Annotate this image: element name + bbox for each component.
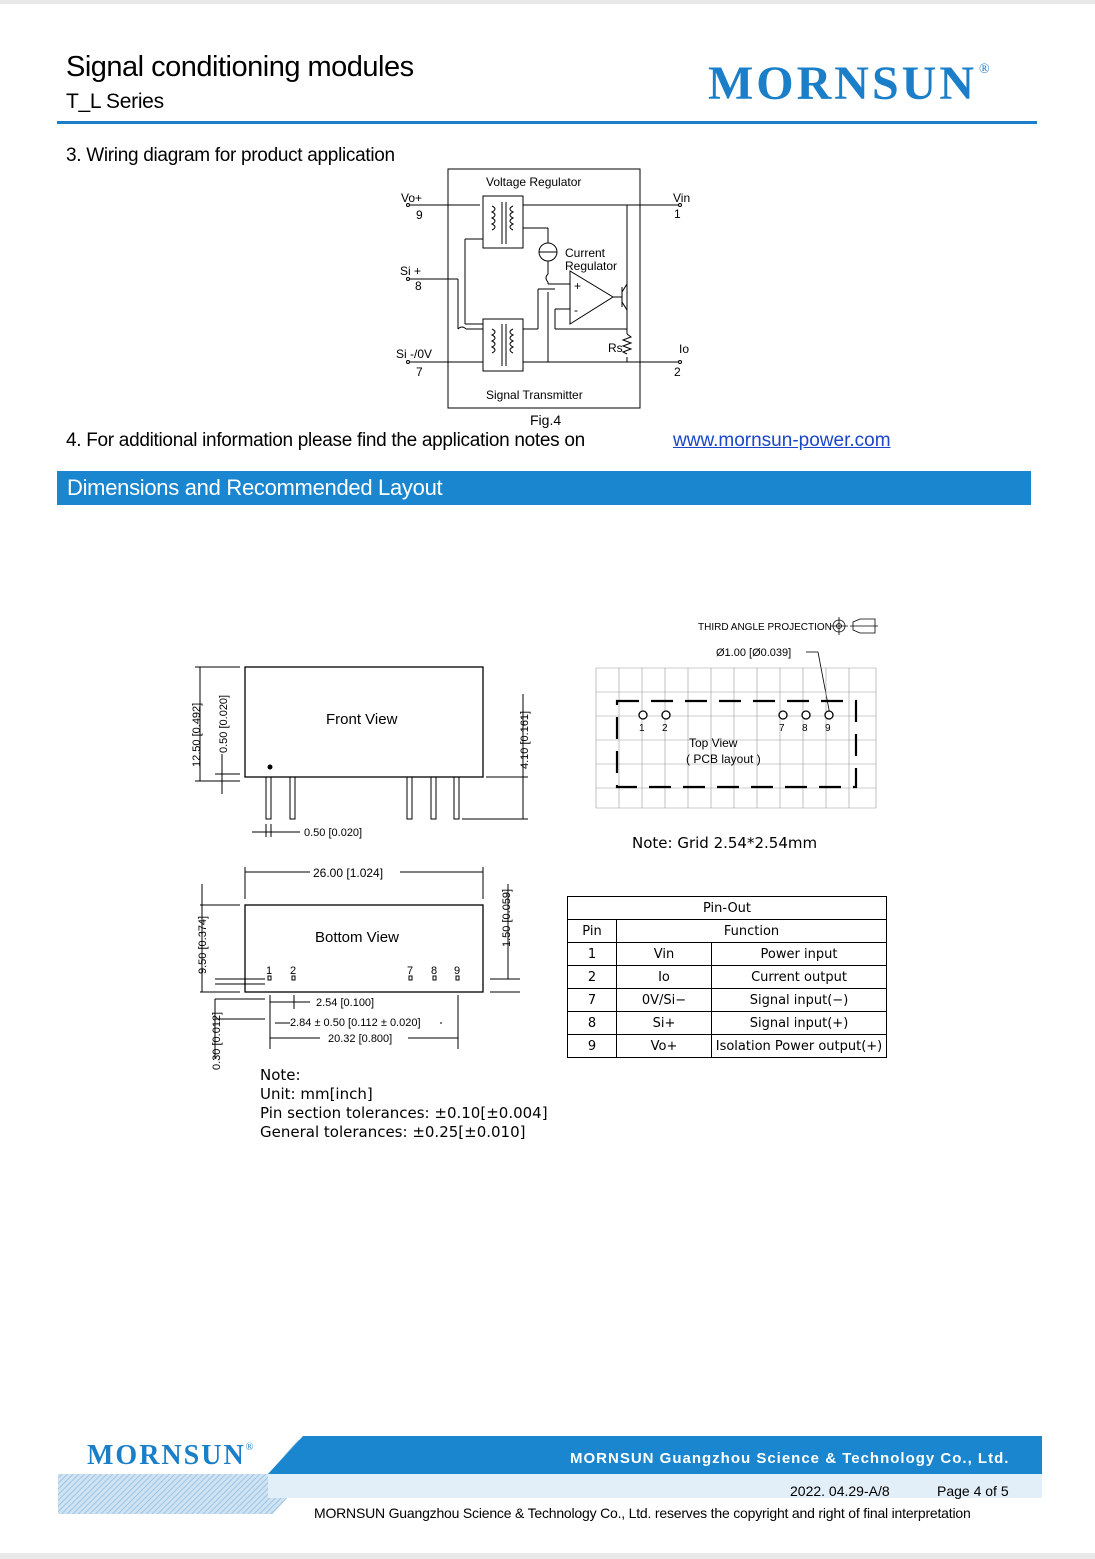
dimension-notes: Note: Unit: mm[inch] Pin section tolerances: ±0.10[±0.004] General tolerances: ±0.25[±0.010]: [260, 1066, 548, 1141]
footer-logo: MORNSUN®: [87, 1440, 256, 1471]
col-pin-header: Pin: [568, 920, 617, 943]
rs-label: Rs: [608, 341, 623, 355]
dim-0-50-vertical: 0.50 [0.020]: [218, 694, 230, 753]
pin-si-plus-num: 8: [415, 279, 422, 293]
top-pin-label: 8: [802, 723, 808, 734]
bottom-pin-label: 8: [431, 965, 438, 977]
bottom-view-body: [245, 905, 483, 992]
pin-vo-plus-num: 9: [416, 208, 423, 222]
footer-company: MORNSUN Guangzhou Science & Technology Co., Ltd.: [570, 1450, 1010, 1467]
bottom-view-drawing: [190, 859, 530, 1079]
front-view-label: Front View: [326, 711, 398, 728]
pin-si-minus-num: 7: [416, 365, 423, 379]
top-view-drawing: [590, 609, 890, 814]
current-regulator-label-1: Current: [565, 246, 606, 260]
opamp-plus: +: [574, 279, 582, 293]
current-regulator-label-2: Regulator: [565, 259, 618, 273]
footer-page-number: Page 4 of 5: [937, 1483, 1009, 1499]
section3-heading: 3. Wiring diagram for product application: [66, 145, 395, 166]
projection-label: THIRD ANGLE PROJECTION: [698, 622, 832, 633]
grid-note: Note: Grid 2.54*2.54mm: [632, 834, 818, 852]
series-name: T_L Series: [66, 90, 164, 113]
pinout-title: Pin-Out: [568, 897, 887, 920]
page-title: Signal conditioning modules: [66, 51, 414, 83]
bottom-pin-label: 2: [290, 965, 297, 977]
mornsun-logo: MORNSUN ®: [708, 57, 993, 110]
dim-2-84: 2.84 ± 0.50 [0.112 ± 0.020]: [290, 1017, 421, 1029]
dim-1-50: 1.50 [0.059]: [501, 888, 513, 947]
top-pin-label: 1: [639, 723, 645, 734]
pcb-layout-label: ( PCB layout ): [686, 752, 761, 766]
pin-vin-num: 1: [674, 207, 681, 221]
pinout-table: [567, 896, 887, 1058]
footer-copyright: MORNSUN Guangzhou Science & Technology Co., Ltd. reserves the copyright and right of final interpretation: [314, 1505, 971, 1521]
bottom-pin-label: 9: [454, 965, 461, 977]
opamp-minus: -: [574, 303, 578, 317]
bottom-transformer: [483, 319, 523, 371]
hole-diameter: Ø1.00 [Ø0.039]: [716, 647, 792, 659]
bottom-pin-label: 1: [266, 965, 273, 977]
top-pin-label: 2: [662, 723, 668, 734]
pin-si-plus: Si +: [400, 264, 422, 278]
signal-transmitter-label: Signal Transmitter: [486, 388, 583, 402]
figure-caption: Fig.4: [530, 412, 562, 428]
section4-text: 4. For additional information please find the application notes on: [66, 430, 585, 451]
dim-12-50: 12.50 [0.492]: [191, 702, 203, 767]
wiring-diagram: [380, 164, 720, 434]
dim-26-00: 26.00 [1.024]: [313, 866, 384, 880]
rs-resistor: [623, 334, 631, 354]
dim-9-50: 9.50 [0.374]: [197, 915, 209, 974]
mornsun-website-link[interactable]: www.mornsun-power.com: [673, 430, 891, 451]
top-view-label: Top View: [689, 736, 738, 750]
col-function-header: Function: [617, 920, 887, 943]
top-pin-label: 9: [825, 723, 831, 734]
pin-vin: Vin: [673, 191, 691, 205]
pin-io: Io: [679, 342, 690, 356]
dim-20-32: 20.32 [0.800]: [328, 1033, 393, 1045]
pin-si-minus: Si -/0V: [396, 347, 433, 361]
table-row: 2 Io Current output: [568, 966, 887, 989]
dimensions-banner: Dimensions and Recommended Layout: [57, 471, 1031, 505]
pin-vo-plus: Vo+: [401, 191, 423, 205]
header-rule: [57, 121, 1037, 124]
bottom-view-label: Bottom View: [315, 929, 399, 946]
dim-2-54: 2.54 [0.100]: [316, 997, 375, 1009]
table-row: 9 Vo+ Isolation Power output(+): [568, 1035, 887, 1058]
footer-date: 2022. 04.29-A/8: [790, 1483, 890, 1499]
front-view-drawing: [180, 654, 540, 849]
dim-0-50-horizontal: 0.50 [0.020]: [304, 827, 363, 839]
dim-0-30: 0.30 [0.012]: [211, 1011, 223, 1070]
top-pin-label: 7: [779, 723, 785, 734]
table-row: 7 0V/Si− Signal input(−): [568, 989, 887, 1012]
page: [0, 4, 1095, 1553]
voltage-regulator-label: Voltage Regulator: [486, 175, 582, 189]
pin-io-num: 2: [674, 365, 681, 379]
bottom-pin-label: 7: [407, 965, 414, 977]
table-row: 8 Si+ Signal input(+): [568, 1012, 887, 1035]
top-transformer: [483, 196, 523, 248]
dim-4-10: 4.10 [0.161]: [519, 710, 531, 769]
table-row: 1 Vin Power input: [568, 943, 887, 966]
